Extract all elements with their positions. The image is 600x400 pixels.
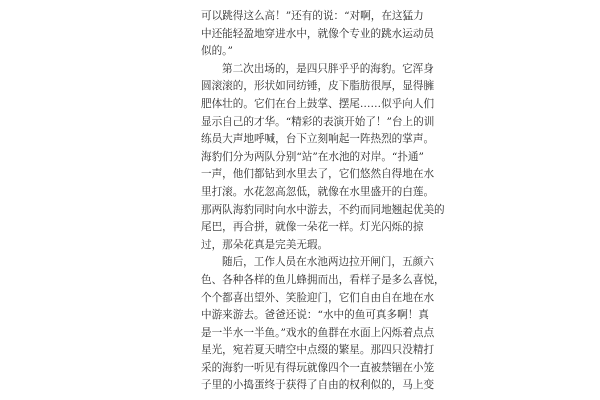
text-line: 圆滚滚的，形状如同纺锤，皮下脂肪很厚，显得臃 xyxy=(201,80,435,93)
text-line: 里打滚。水花忽高忽低，就像在水里盛开的白莲。 xyxy=(201,185,435,198)
text-line: 肥体壮的。它们在台上鼓掌、摆尾……似乎向人们 xyxy=(201,97,435,110)
text-column xyxy=(201,8,445,395)
text-line: 那两队海豹同时向水中游去，不约而同地翘起优美的 xyxy=(201,203,445,216)
text-line: 中还能轻盈地穿进水中，就像个专业的跳水运动员 xyxy=(201,27,435,40)
text-line: 尾巴，再合拼，就像一朵花一样。灯光闪烁的掠 xyxy=(201,221,424,234)
text-line: 是一半水一半鱼。”戏水的鱼群在水面上闪烁着点点 xyxy=(201,326,435,339)
text-line: 似的。” xyxy=(201,45,233,58)
text-line: 随后，工作人员在水池两边拉开闸门，五颜六 xyxy=(222,256,434,269)
text-line: 一声，他们都钻到水里去了，它们悠然自得地在水 xyxy=(201,168,435,181)
text-line: 中游来游去。爸爸还说：“水中的鱼可真多啊！真 xyxy=(201,309,429,322)
text-line: 练员大声地呼喊，台下立刻响起一阵热烈的掌声。 xyxy=(201,133,435,146)
text-line: 色、各种各样的鱼儿蜂拥而出，看样子是多么喜悦， xyxy=(201,273,445,286)
text-line: 采的海豹一听见有得玩就像四个一直被禁锢在小笼 xyxy=(201,361,435,374)
text-line: 显示自己的才华。“精彩的表演开始了！”台上的训 xyxy=(201,115,435,128)
text-line: 可以跳得这么高！”还有的说：“对啊，在这猛力 xyxy=(201,10,424,22)
text-line: 海豹们分为两队分别“站”在水池的对岸。“扑通” xyxy=(201,150,424,163)
text-line: 第二次出场的，是四只胖乎乎的海豹。它浑身 xyxy=(222,62,434,75)
text-line: 过，那朵花真是完美无瑕。 xyxy=(201,238,329,251)
text-line: 个个都喜出望外、笑脸迎门，它们自由自在地在水 xyxy=(201,291,435,304)
text-line: 子里的小捣蛋终于获得了自由的权利似的，马上变 xyxy=(201,379,435,392)
text-line: 星光，宛若夏天晴空中点缀的繁星。那四只没精打 xyxy=(201,344,435,357)
